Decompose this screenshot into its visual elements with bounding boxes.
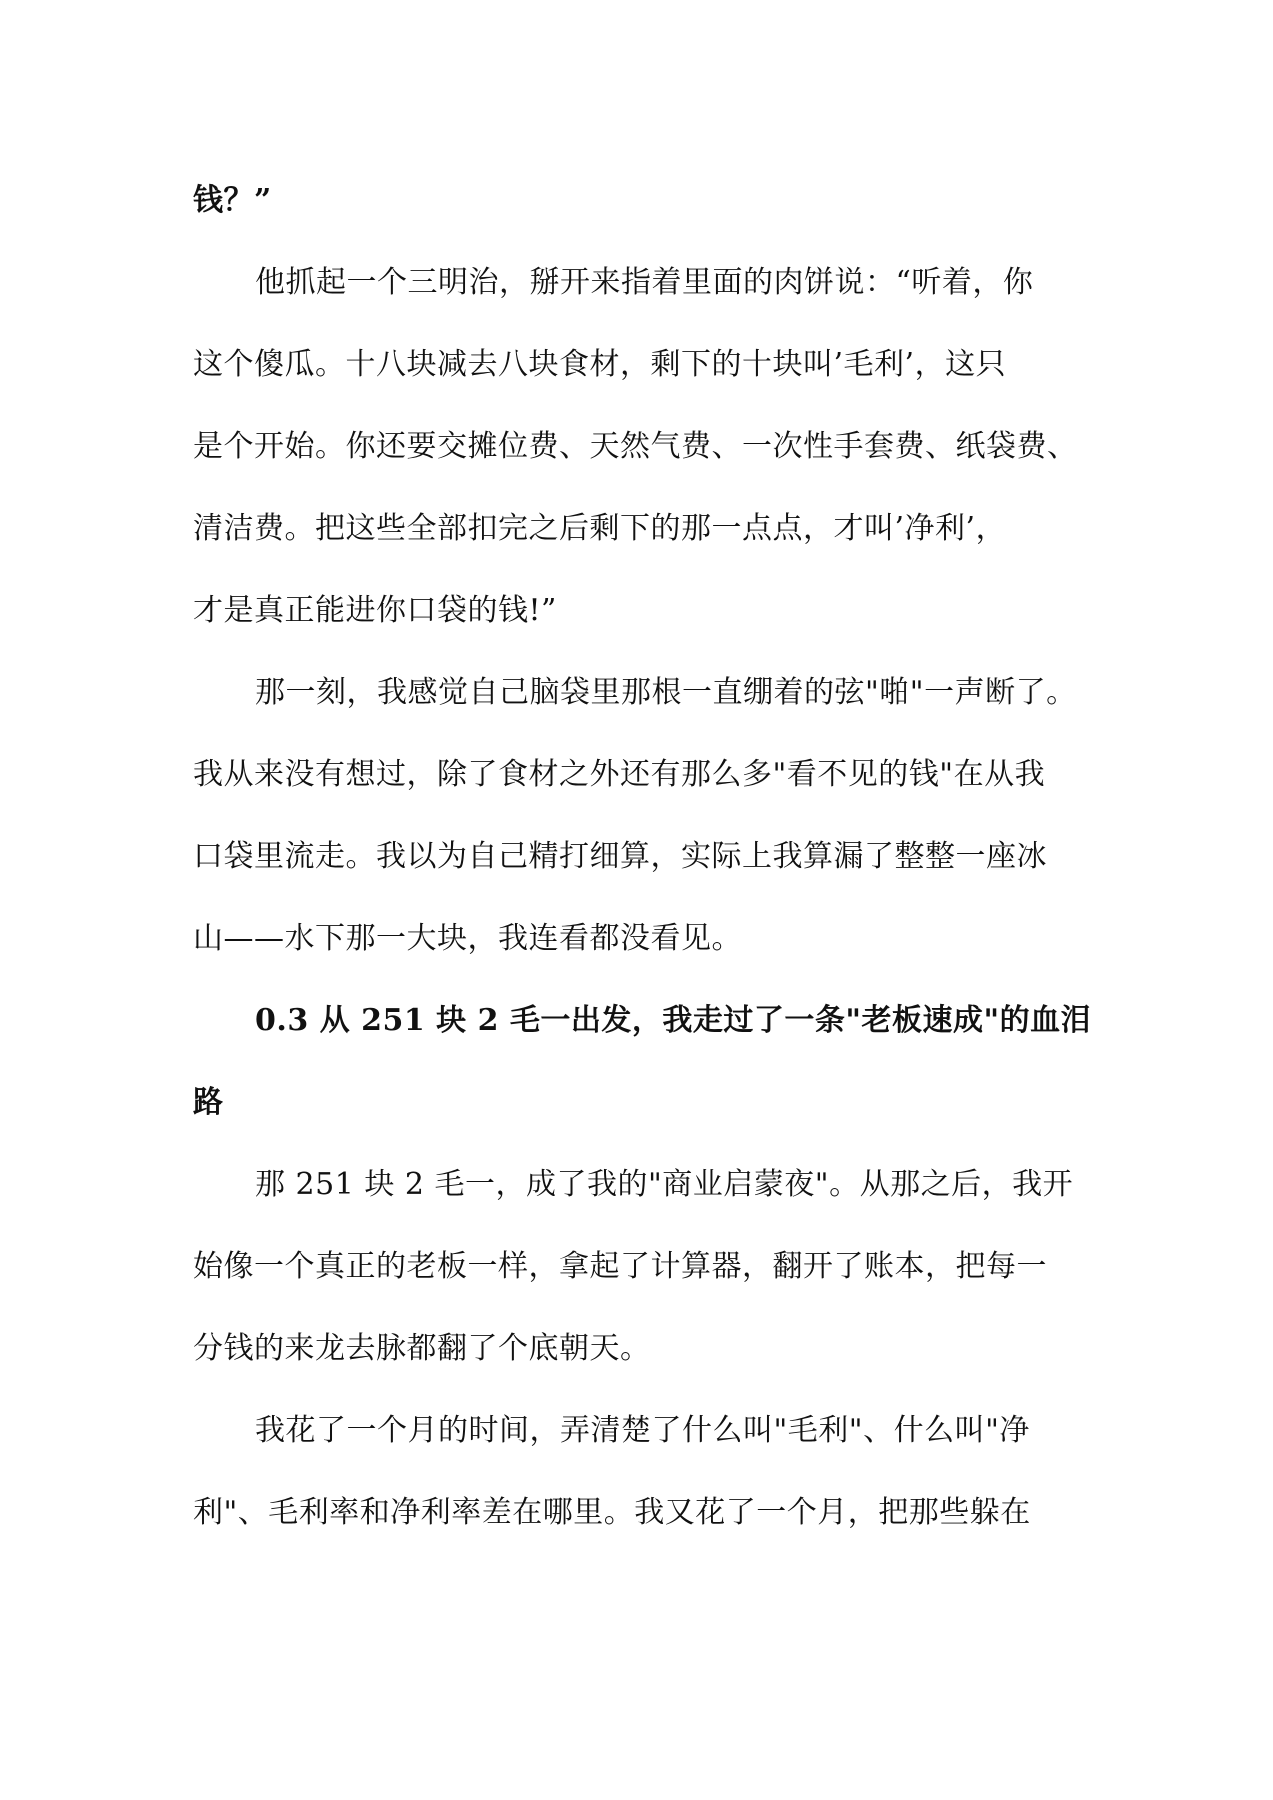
text-line: 山——水下那一大块，我连看都没看见。 [193,921,742,956]
text-line: 才是真正能进你口袋的钱!” [193,593,557,628]
text-line: 钱？” [193,183,272,218]
text-line: 是个开始。你还要交摊位费、天然气费、一次性手套费、纸袋费、 [193,429,1078,464]
text-line: 口袋里流走。我以为自己精打细算，实际上我算漏了整整一座冰 [193,839,1047,874]
text-line: 这个傻瓜。十八块减去八块食材，剩下的十块叫’毛利’，这只 [193,347,1007,382]
text-line: 清洁费。把这些全部扣完之后剩下的那一点点，才叫’净利’， [193,511,1007,546]
text-line: 那 251 块 2 毛一，成了我的"商业启蒙夜"。从那之后，我开 [255,1167,1074,1202]
document-body [193,160,1093,1554]
text-line: 他抓起一个三明治，掰开来指着里面的肉饼说：“听着，你 [255,265,1034,300]
heading-line: 0.3 从 251 块 2 毛一出发，我走过了一条"老板速成"的血泪 [255,1003,1092,1038]
heading-line: 路 [193,1085,224,1120]
paragraph-1 [193,242,1093,652]
paragraph-4 [193,1390,1093,1554]
text-line: 始像一个真正的老板一样，拿起了计算器，翻开了账本，把每一 [193,1249,1047,1284]
text-line: 分钱的来龙去脉都翻了个底朝天。 [193,1331,651,1366]
text-line: 我从来没有想过，除了食材之外还有那么多"看不见的钱"在从我 [193,757,1046,792]
paragraph-2 [193,652,1093,980]
text-line: 那一刻，我感觉自己脑袋里那根一直绷着的弦"啪"一声断了。 [255,675,1077,710]
text-line: 利"、毛利率和净利率差在哪里。我又花了一个月，把那些躲在 [193,1495,1031,1530]
paragraph-continuation [193,160,1093,242]
text-line: 我花了一个月的时间，弄清楚了什么叫"毛利"、什么叫"净 [255,1413,1030,1448]
paragraph-3 [193,1144,1093,1390]
section-heading [193,980,1093,1144]
